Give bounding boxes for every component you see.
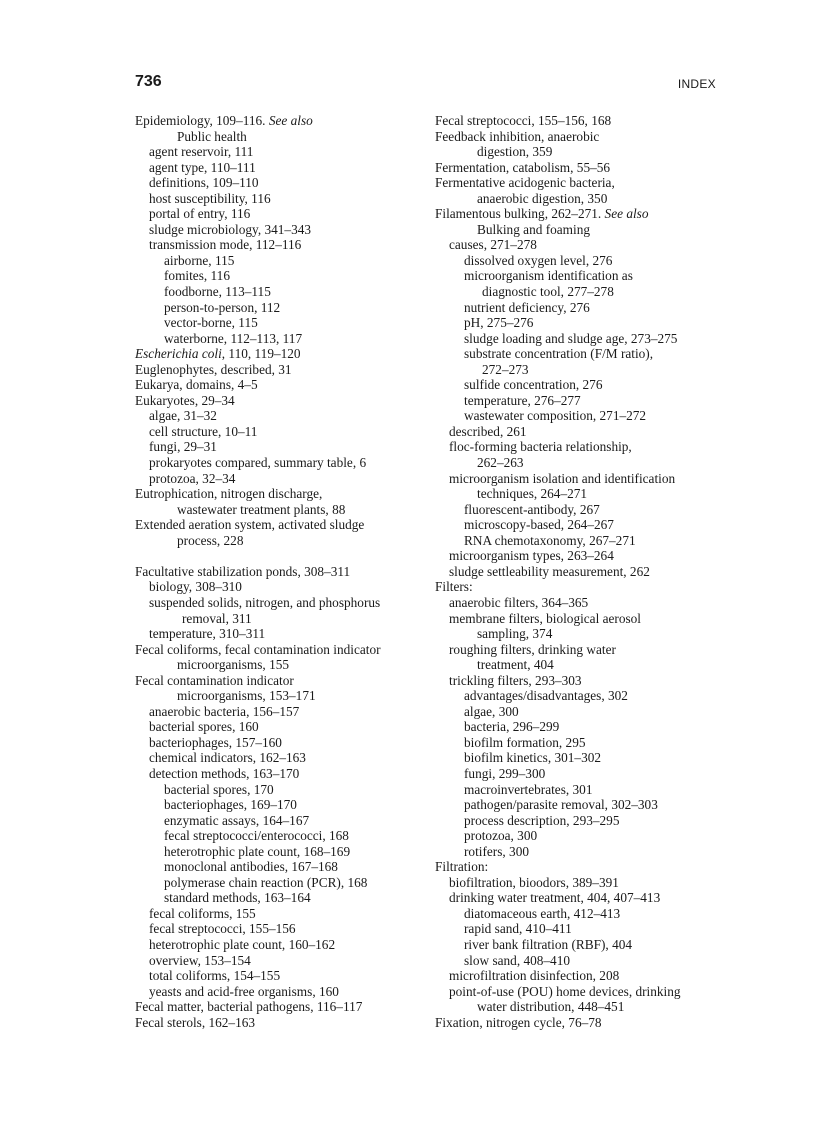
index-entry-text: bacterial spores, 160 — [149, 719, 259, 735]
index-entry — [135, 408, 420, 424]
index-spacer — [135, 548, 420, 564]
index-entry-text: Bulking and foaming — [477, 221, 591, 237]
index-entry — [435, 206, 725, 222]
index-entry-text: described, 261 — [449, 423, 527, 439]
index-entry — [435, 502, 725, 518]
index-entry-text: causes, 271–278 — [449, 237, 537, 253]
running-head: INDEX — [677, 77, 716, 91]
index-entry — [435, 688, 725, 704]
index-entry-text: portal of entry, 116 — [149, 206, 251, 222]
index-entry-text: roughing filters, drinking water — [449, 641, 616, 657]
index-entry-text: bacteriophages, 157–160 — [149, 734, 282, 750]
index-entry — [435, 766, 725, 782]
index-entry-text: overview, 153–154 — [149, 952, 251, 968]
index-entry — [435, 486, 725, 502]
index-entry — [435, 564, 725, 580]
index-entry — [435, 160, 725, 176]
index-entry-text: microorganisms, 155 — [177, 657, 290, 673]
index-entry-text: Fermentative acidogenic bacteria, — [435, 175, 615, 191]
index-entry-text: biofiltration, bioodors, 389–391 — [449, 874, 619, 890]
index-entry-text: microorganism types, 263–264 — [449, 548, 614, 564]
index-entry — [135, 735, 420, 751]
index-entry — [435, 408, 725, 424]
index-entry-text: agent reservoir, 111 — [149, 144, 254, 160]
index-entry-text: river bank filtration (RBF), 404 — [464, 936, 633, 952]
index-entry — [135, 564, 420, 580]
index-entry-text: heterotrophic plate count, 168–169 — [164, 843, 351, 859]
index-entry-text: diagnostic tool, 277–278 — [482, 284, 614, 300]
index-entry-text: substrate concentration (F/M ratio), — [464, 346, 654, 362]
index-entry-text: Fecal streptococci, 155–156, 168 — [435, 113, 612, 128]
index-entry — [435, 393, 725, 409]
index-entry-text: fomites, 116 — [164, 268, 230, 284]
index-entry — [135, 175, 420, 191]
index-entry — [435, 113, 725, 129]
index-entry — [135, 999, 420, 1015]
index-entry — [435, 222, 725, 238]
index-entry — [435, 377, 725, 393]
index-entry — [435, 315, 725, 331]
index-entry-text: Eukaryotes, 29–34 — [135, 392, 235, 408]
see-also-reference: See also — [268, 113, 313, 128]
index-entry-text: biofilm formation, 295 — [464, 734, 586, 750]
index-entry-text: pathogen/parasite removal, 302–303 — [464, 797, 658, 813]
index-entry-text: trickling filters, 293–303 — [449, 672, 582, 688]
index-entry-text: enzymatic assays, 164–167 — [164, 812, 310, 828]
index-entry-text: treatment, 404 — [477, 657, 554, 673]
index-entry — [435, 144, 725, 160]
index-entry — [135, 346, 420, 362]
index-entry-text: process description, 293–295 — [464, 812, 620, 828]
index-entry — [435, 875, 725, 891]
index-entry — [435, 999, 725, 1015]
index-entry-text: microorganisms, 153–171 — [177, 688, 316, 704]
index-entry — [435, 517, 725, 533]
index-entry-text: person-to-person, 112 — [164, 299, 281, 315]
index-entry-text: removal, 311 — [182, 610, 252, 626]
index-entry — [135, 579, 420, 595]
index-column-right — [435, 113, 725, 1030]
index-entry — [435, 937, 725, 953]
index-entry — [435, 237, 725, 253]
index-entry — [435, 579, 725, 595]
index-entry-text: protozoa, 32–34 — [149, 470, 236, 486]
index-entry-text: transmission mode, 112–116 — [149, 237, 302, 253]
index-entry-text: dissolved oxygen level, 276 — [464, 252, 613, 268]
index-entry — [435, 253, 725, 269]
index-entry-text: Filamentous bulking, 262–271. — [435, 206, 605, 222]
index-entry — [135, 393, 420, 409]
index-entry-text: macroinvertebrates, 301 — [464, 781, 593, 797]
index-entry-text: wastewater treatment plants, 88 — [177, 501, 346, 517]
index-entry-text: techniques, 264–271 — [477, 486, 588, 502]
index-entry-text: fungi, 299–300 — [464, 765, 546, 781]
index-column-left — [135, 113, 420, 1030]
index-entry — [135, 268, 420, 284]
index-entry — [435, 750, 725, 766]
index-entry — [135, 921, 420, 937]
index-entry-text: , 110, 119–120 — [221, 346, 301, 362]
index-entry — [435, 191, 725, 207]
index-entry — [135, 471, 420, 487]
index-entry — [435, 455, 725, 471]
index-entry-text: Facultative stabilization ponds, 308–311 — [135, 563, 351, 579]
index-entry — [135, 719, 420, 735]
index-entry — [435, 284, 725, 300]
index-entry — [435, 797, 725, 813]
index-entry-text: temperature, 276–277 — [464, 392, 581, 408]
index-entry — [135, 1015, 420, 1031]
index-entry-text: Filters: — [435, 579, 473, 595]
index-entry — [135, 937, 420, 953]
index-entry — [135, 284, 420, 300]
index-entry — [135, 144, 420, 160]
index-entry — [135, 315, 420, 331]
index-entry-text: fungi, 29–31 — [149, 439, 217, 455]
index-entry-text: Euglenophytes, described, 31 — [135, 361, 292, 377]
index-entry — [435, 129, 725, 145]
index-entry-text: monoclonal antibodies, 167–168 — [164, 859, 338, 875]
index-entry-text: definitions, 109–110 — [149, 175, 259, 191]
index-entry-text: Public health — [177, 128, 247, 144]
index-entry-text: point-of-use (POU) home devices, drinking — [449, 983, 681, 999]
index-entry — [435, 471, 725, 487]
index-entry — [435, 735, 725, 751]
index-entry-text: microorganism identification as — [464, 268, 633, 284]
index-entry-text: rapid sand, 410–411 — [464, 921, 572, 937]
index-entry — [135, 191, 420, 207]
index-entry-text: fecal streptococci, 155–156 — [149, 921, 296, 937]
index-entry-text: fecal coliforms, 155 — [149, 905, 256, 921]
index-entry-text: Epidemiology, 109–116. — [135, 113, 269, 128]
index-entry — [435, 331, 725, 347]
index-entry-italic-term: Escherichia coli — [135, 346, 222, 362]
index-entry — [435, 921, 725, 937]
index-entry-text: protozoa, 300 — [464, 828, 538, 844]
index-entry — [135, 642, 420, 658]
index-entry — [135, 968, 420, 984]
index-entry — [435, 844, 725, 860]
index-entry-text: waterborne, 112–113, 117 — [164, 330, 303, 346]
index-entry-text: sludge settleability measurement, 262 — [449, 563, 650, 579]
index-entry-text: vector-borne, 115 — [164, 315, 258, 331]
index-entry-text: microscopy-based, 264–267 — [464, 517, 614, 533]
page-number: 736 — [135, 73, 162, 90]
index-entry-text: biofilm kinetics, 301–302 — [464, 750, 602, 766]
index-entry-text: Fermentation, catabolism, 55–56 — [435, 159, 611, 175]
index-entry — [435, 548, 725, 564]
index-entry-text: chemical indicators, 162–163 — [149, 750, 306, 766]
index-entry — [135, 688, 420, 704]
index-entry — [435, 611, 725, 627]
index-entry — [135, 237, 420, 253]
index-entry-text: suspended solids, nitrogen, and phosphorus — [149, 594, 381, 610]
index-entry-text: airborne, 115 — [164, 252, 235, 268]
index-entry — [435, 175, 725, 191]
index-entry — [135, 253, 420, 269]
index-entry — [435, 657, 725, 673]
index-entry — [135, 206, 420, 222]
index-entry — [135, 424, 420, 440]
index-entry — [135, 300, 420, 316]
index-entry-text: Eukarya, domains, 4–5 — [135, 377, 258, 393]
index-entry — [435, 859, 725, 875]
index-entry — [135, 844, 420, 860]
index-entry — [435, 626, 725, 642]
index-entry-text: yeasts and acid-free organisms, 160 — [149, 983, 339, 999]
index-entry-text: membrane filters, biological aerosol — [449, 610, 641, 626]
index-entry — [135, 113, 420, 129]
index-entry — [135, 673, 420, 689]
index-entry-text: fluorescent-antibody, 267 — [464, 501, 600, 517]
index-entry — [435, 1015, 725, 1031]
index-entry-text: anaerobic digestion, 350 — [477, 190, 608, 206]
index-entry-text: fecal streptococci/enterococci, 168 — [164, 828, 349, 844]
index-entry-text: Feedback inhibition, anaerobic — [435, 128, 600, 144]
index-entry-text: sludge loading and sludge age, 273–275 — [464, 330, 678, 346]
index-entry — [435, 268, 725, 284]
index-entry — [135, 984, 420, 1000]
index-entry — [435, 346, 725, 362]
index-entry — [135, 331, 420, 347]
index-entry — [135, 129, 420, 145]
index-entry-text: biology, 308–310 — [149, 579, 242, 595]
index-entry — [135, 828, 420, 844]
index-entry-text: sulfide concentration, 276 — [464, 377, 603, 393]
index-entry — [135, 517, 420, 533]
index-entry — [435, 782, 725, 798]
index-entry — [135, 455, 420, 471]
index-entry-text: diatomaceous earth, 412–413 — [464, 905, 621, 921]
index-entry-text: RNA chemotaxonomy, 267–271 — [464, 532, 636, 548]
index-entry-text: digestion, 359 — [477, 144, 553, 160]
index-entry-text: Fixation, nitrogen cycle, 76–78 — [435, 1014, 602, 1030]
index-entry — [135, 595, 420, 611]
index-entry — [435, 424, 725, 440]
index-entry — [135, 626, 420, 642]
index-entry — [435, 953, 725, 969]
index-entry-text: sludge microbiology, 341–343 — [149, 221, 312, 237]
index-entry-text: anaerobic bacteria, 156–157 — [149, 703, 300, 719]
index-entry — [435, 673, 725, 689]
index-entry — [135, 657, 420, 673]
index-entry — [135, 859, 420, 875]
index-entry-text: Fecal sterols, 162–163 — [135, 1014, 256, 1030]
index-entry-text: pH, 275–276 — [464, 315, 534, 331]
index-entry-text: host susceptibility, 116 — [149, 190, 271, 206]
index-entry-text: Fecal coliforms, fecal contamination indicator — [135, 641, 381, 657]
index-entry-text: cell structure, 10–11 — [149, 423, 258, 439]
index-entry — [135, 813, 420, 829]
index-entry-text: agent type, 110–111 — [149, 159, 256, 175]
index-entry-text: drinking water treatment, 404, 407–413 — [449, 890, 661, 906]
index-entry — [135, 953, 420, 969]
index-entry — [435, 968, 725, 984]
index-entry-text: algae, 300 — [464, 703, 519, 719]
index-entry — [435, 719, 725, 735]
index-entry-text: nutrient deficiency, 276 — [464, 299, 590, 315]
index-entry — [435, 362, 725, 378]
index-entry — [135, 890, 420, 906]
index-entry-text: Eutrophication, nitrogen discharge, — [135, 486, 323, 502]
index-entry-text: advantages/disadvantages, 302 — [464, 688, 628, 704]
index-entry-text: anaerobic filters, 364–365 — [449, 594, 589, 610]
index-entry-text: total coliforms, 154–155 — [149, 968, 281, 984]
index-entry — [435, 533, 725, 549]
index-entry — [135, 439, 420, 455]
index-entry-text: temperature, 310–311 — [149, 626, 266, 642]
index-entry — [135, 222, 420, 238]
index-entry-text: wastewater composition, 271–272 — [464, 408, 647, 424]
index-entry — [135, 750, 420, 766]
index-entry — [135, 797, 420, 813]
see-also-reference: See also — [604, 206, 649, 222]
index-entry-text: detection methods, 163–170 — [149, 765, 300, 781]
index-entry-text: Fecal contamination indicator — [135, 672, 294, 688]
index-entry — [135, 782, 420, 798]
index-entry — [435, 984, 725, 1000]
index-entry — [135, 611, 420, 627]
index-entry — [135, 875, 420, 891]
index-entry — [135, 502, 420, 518]
index-entry-text: Filtration: — [435, 859, 489, 875]
index-entry — [435, 890, 725, 906]
index-entry-text: water distribution, 448–451 — [477, 999, 625, 1015]
index-entry — [135, 766, 420, 782]
index-entry-text: process, 228 — [177, 532, 244, 548]
index-entry — [435, 300, 725, 316]
index-entry — [435, 828, 725, 844]
index-entry-text: Extended aeration system, activated sludge — [135, 517, 365, 533]
index-entry-text: bacteria, 296–299 — [464, 719, 560, 735]
index-entry-text: rotifers, 300 — [464, 843, 529, 859]
index-entry-text: algae, 31–32 — [149, 408, 217, 424]
index-entry — [435, 595, 725, 611]
index-entry-text: slow sand, 408–410 — [464, 952, 571, 968]
index-entry-text: sampling, 374 — [477, 626, 553, 642]
index-entry-text: 272–273 — [482, 361, 529, 377]
index-entry-text: microfiltration disinfection, 208 — [449, 968, 620, 984]
index-entry-text: polymerase chain reaction (PCR), 168 — [164, 874, 368, 890]
index-entry — [135, 160, 420, 176]
index-entry-text: foodborne, 113–115 — [164, 284, 271, 300]
index-entry-text: prokaryotes compared, summary table, 6 — [149, 455, 367, 471]
index-entry — [135, 377, 420, 393]
index-entry — [135, 362, 420, 378]
index-entry — [435, 642, 725, 658]
index-entry-text: heterotrophic plate count, 160–162 — [149, 936, 336, 952]
index-entry — [435, 906, 725, 922]
index-entry-text: Fecal matter, bacterial pathogens, 116–117 — [135, 999, 363, 1015]
index-entry-text: floc-forming bacteria relationship, — [449, 439, 632, 455]
index-entry-text: 262–263 — [477, 455, 524, 471]
index-entry — [135, 704, 420, 720]
index-entry — [435, 704, 725, 720]
index-entry — [435, 439, 725, 455]
index-entry — [435, 813, 725, 829]
index-entry-text: microorganism isolation and identification — [449, 470, 676, 486]
index-entry-text: bacterial spores, 170 — [164, 781, 274, 797]
index-entry-text: standard methods, 163–164 — [164, 890, 311, 906]
index-entry — [135, 533, 420, 549]
index-entry-text: bacteriophages, 169–170 — [164, 797, 297, 813]
index-entry — [135, 906, 420, 922]
index-entry — [135, 486, 420, 502]
